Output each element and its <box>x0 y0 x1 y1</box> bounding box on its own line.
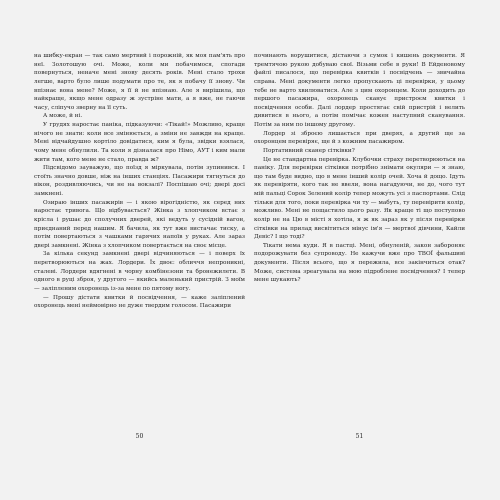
paragraph: Підсвідомо зауважую, що поїзд я міркувала, потім зупинився. І стоїть значно довше, ніж на інших станціях. Пасажири тягнуться до вікон, роздивляючись, чи не на вокзалі? Поспішаю очі; двері досі замкнені. <box>34 165 245 197</box>
left-page <box>34 52 245 482</box>
paragraph: починають ворушитися, дістаючи з сумок і кишень документи. Я тремтячою рукою добуваю свої. Візьми себе в руки! В Ейденовому файлі писалося, що перевірка квитків і посвідчень — звичайна справа. Мені документи легко пропускають ці перевірки, у цьому тебе не варто хвилюватися. Але з цим охоронцем. Коли доходить до першого пасажира, охоронець сканує пристроєм квитки і посвідчення особи. Далі лордер простягає свій пристрій і велить дивитися в нього, а потім помічає кожен наступний сканування. Потім за ним по іншому другому. <box>254 53 465 128</box>
paragraph: А може, й ні. <box>43 113 83 120</box>
paragraph: — Прошу дістати квитки й посвідчення, — каже заліплений охоронець мені неймовірно нe дуже твердим голосом. Пасажири <box>34 294 245 310</box>
right-page-text <box>254 52 465 285</box>
page-number: 51 <box>355 433 364 440</box>
paragraph: Озираю інших пасажирів — і якою вірогідністю, як серед них наростає тривога. Що відбувається? Жінка з хлопчиком встає з крісла і рушає до сполучних дверей, які ведуть у сусідній вагон, приєднаний перед нашим. Я бачила, як тут вже вистачає тиску, а потім повертаються з чашками гарячих напоїв у руках. Але зараз двері замкнені. Жінка з хлопчиком повертається на своє місце. <box>34 199 245 249</box>
page-number: 50 <box>135 433 144 440</box>
right-page <box>254 52 465 482</box>
paragraph: Портативний сканер сітківки? <box>263 147 355 154</box>
paragraph: За кілька секунд замкнені двері відчиняються — і поверх їх перетворюються на жах. Лордери. Їх двоє: обличчя непроникні, сталеві. Лордери вдягнені в чорну комбінезони та бронежилети. В одного в руці зброя, у другого — якийсь маленький пристрій. З моїм — заліпленим охоронець із-за мене по пятому ногу. <box>34 251 245 292</box>
paragraph: Лордер зі зброєю лишається при дверях, а другий ще за охоронцем перевіряє, ще й з кожним пасажиром. <box>254 130 465 146</box>
paragraph: Тікати нема куди. Я в пастці. Мені, обнуленій, закон забороняє подорожувати без супроводу. Не кажучи вже про ТВОЇ фальшиві документи. Після всього, що я пережила, все закінчиться отак? Може, система зреагувала на мою підроблене посвідчення? І тепер мене шукають? <box>254 242 465 284</box>
paragraph: на шибку-екран — так само мертвий і порожній, як моя пам'ять про неї. Золотошую очі. Може, коли ми побачимося, спогади повернуться, неначе мені знову десять років. Мені стало трохи легше, варто було лише подумати про те, як я побачу її знову. Чи впізнає вона мене? Може, я її й не впізнаю. Але я вирішила, що найкраще, якщо мене одразу ж зустріне мати, а я вже, не гаючи часу, сліпучо зверну на її суть. <box>34 53 245 111</box>
left-page-text <box>34 52 245 311</box>
paragraph: У грудях наростає паніка, підказуючи: «Тікай!» Можливо, краще нічого не знати: коли все змінюється, а зміни не завжди на краще. Мені відчайдушно кортіло довідатися, ким я була, звідки взялася, чому мене обнулили. Та коли я дізналася про Німо, АУТ і ким мали жити там, кого мене не стало, правда ж? <box>34 122 245 163</box>
paragraph: Це не стандартна перевірка. Клубочки страху перетворюються на паніку. Для перевірки сітківки потрібно знімати окуляри — я знаю, що там буде видно, що в мене інший колір очей. Хоча й дощо. Ідуть як перевіряти, кого так не ввели, вона нагадуючи, не до, чого тут мій пальці Сорок Зелений колір тепер можуть усі з паспортами. Слід тільки для того, поки перевірка чи ту — мабуть, ту перевірити колір, можливо. Мені не пощастило цього разу. Як краще ті що поступово колір не на Цю в місті я хотіла, я ж як зараз як у після перевірки сітківки на прилад висвітиться мінус ім'я — мертвої дівчини, Кайли Девіс? І що тоді? <box>254 156 465 241</box>
